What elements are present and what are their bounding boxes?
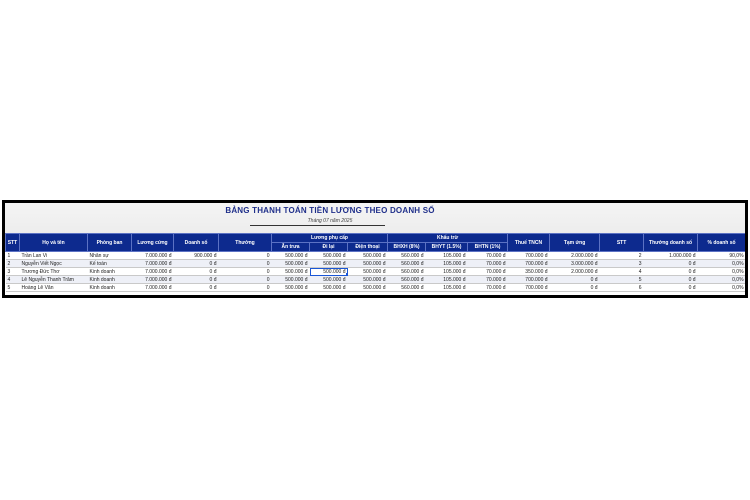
sheet-title: BẢNG THANH TOÁN TIỀN LƯƠNG THEO DOANH SỐ (225, 206, 435, 215)
cell-dept[interactable]: Kế toán (88, 260, 132, 268)
cell-sales-percent[interactable]: 0,0% (698, 276, 745, 284)
cell-travel-value: 500.000 đ (323, 268, 346, 275)
cell-sales-bonus[interactable]: 0 đ (644, 260, 698, 268)
cell-name[interactable]: Trương Đức Thơ (20, 268, 88, 276)
header-sales[interactable]: Doanh số (174, 234, 219, 252)
cell-advance[interactable]: 3.000.000 đ (550, 260, 600, 268)
header-tax[interactable]: Thuế TNCN (508, 234, 550, 252)
cell-stt[interactable]: 2 (6, 260, 20, 268)
cell-phone[interactable]: 500.000 đ (348, 276, 388, 284)
cell-bhyt[interactable]: 105.000 đ (426, 284, 468, 292)
table-row (6, 276, 746, 284)
cell-stt[interactable]: 4 (6, 276, 20, 284)
cell-bhtn[interactable]: 70.000 đ (468, 252, 508, 260)
cell-travel[interactable]: 500.000 đ (310, 284, 348, 292)
header-travel[interactable]: Đi lại (310, 243, 348, 252)
cell-tax[interactable]: 700.000 đ (508, 284, 550, 292)
cell-bonus[interactable]: 0 (219, 276, 272, 284)
cell-name[interactable]: Nguyễn Viết Ngọc (20, 260, 88, 268)
cell-lunch[interactable]: 500.000 đ (272, 268, 310, 276)
cell-advance[interactable]: 0 đ (550, 284, 600, 292)
header-sales-bonus[interactable]: Thưởng doanh số (644, 234, 698, 252)
header-base-salary[interactable]: Lương cứng (132, 234, 174, 252)
cell-bhyt[interactable]: 105.000 đ (426, 276, 468, 284)
header-bhtn[interactable]: BHTN (1%) (468, 243, 508, 252)
table-row (6, 260, 746, 268)
cell-sales-percent[interactable]: 0,0% (698, 284, 745, 292)
cell-dept[interactable]: Nhân sự (88, 252, 132, 260)
cell-sales-bonus[interactable]: 1.000.000 đ (644, 252, 698, 260)
cell-stt[interactable]: 1 (6, 252, 20, 260)
cell-sales[interactable]: 900.000 đ (174, 252, 219, 260)
cell-dept[interactable]: Kinh doanh (88, 276, 132, 284)
cell-phone[interactable]: 500.000 đ (348, 260, 388, 268)
cell-travel-selected[interactable] (310, 268, 348, 276)
cell-bhtn[interactable]: 70.000 đ (468, 284, 508, 292)
cell-sales-percent[interactable]: 0,0% (698, 268, 745, 276)
cell-stt[interactable]: 3 (6, 268, 20, 276)
cell-bhxh[interactable]: 560.000 đ (388, 284, 426, 292)
cell-lunch[interactable]: 500.000 đ (272, 252, 310, 260)
header-sales-percent[interactable]: % doanh số (698, 234, 745, 252)
cell-bhyt[interactable]: 105.000 đ (426, 260, 468, 268)
cell-sales-percent[interactable]: 90,0% (698, 252, 745, 260)
cell-bhyt[interactable]: 105.000 đ (426, 252, 468, 260)
cell-lunch[interactable]: 500.000 đ (272, 284, 310, 292)
cell-stt-2[interactable]: 6 (600, 284, 644, 292)
sheet-subtitle: Tháng 07 năm 2025 (307, 218, 353, 224)
cell-name[interactable]: Lê Nguyễn Thanh Trâm (20, 276, 88, 284)
cell-sales[interactable]: 0 đ (174, 284, 219, 292)
cell-tax[interactable]: 350.000 đ (508, 268, 550, 276)
cell-name[interactable]: Trần Lan Vi (20, 252, 88, 260)
cell-bhxh[interactable]: 560.000 đ (388, 260, 426, 268)
cell-base[interactable]: 7.000.000 đ (132, 252, 174, 260)
table-row (6, 284, 746, 292)
cell-stt[interactable]: 5 (6, 284, 20, 292)
header-lunch[interactable]: Ăn trưa (272, 243, 310, 252)
header-bonus[interactable]: Thưởng (219, 234, 272, 252)
header-deduction-group[interactable]: Khấu trừ (388, 234, 508, 243)
cell-name[interactable]: Hoàng Lê Văn (20, 284, 88, 292)
fill-handle[interactable] (346, 273, 348, 276)
cell-bhyt[interactable]: 105.000 đ (426, 268, 468, 276)
header-stt[interactable]: STT (6, 234, 20, 252)
cell-base[interactable]: 7.000.000 đ (132, 276, 174, 284)
cell-bhtn[interactable]: 70.000 đ (468, 276, 508, 284)
cell-advance[interactable]: 2.000.000 đ (550, 268, 600, 276)
cell-travel[interactable]: 500.000 đ (310, 260, 348, 268)
payroll-table (5, 233, 745, 292)
cell-dept[interactable]: Kinh doanh (88, 268, 132, 276)
cell-base[interactable]: 7.000.000 đ (132, 268, 174, 276)
cell-tax[interactable]: 700.000 đ (508, 276, 550, 284)
cell-bhxh[interactable]: 560.000 đ (388, 252, 426, 260)
cell-base[interactable]: 7.000.000 đ (132, 284, 174, 292)
cell-bhtn[interactable]: 70.000 đ (468, 268, 508, 276)
cell-sales[interactable]: 0 đ (174, 260, 219, 268)
header-bhyt[interactable]: BHYT (1.5%) (426, 243, 468, 252)
table-row (6, 252, 746, 260)
header-phone[interactable]: Điện thoại (348, 243, 388, 252)
cell-bonus[interactable]: 0 (219, 260, 272, 268)
cell-stt-2[interactable]: 2 (600, 252, 644, 260)
cell-sales-percent[interactable]: 0,0% (698, 260, 745, 268)
header-advance[interactable]: Tạm ứng (550, 234, 600, 252)
cell-travel[interactable]: 500.000 đ (310, 276, 348, 284)
cell-dept[interactable]: Kinh doanh (88, 284, 132, 292)
cell-sales-bonus[interactable]: 0 đ (644, 284, 698, 292)
header-stt-2[interactable]: STT (600, 234, 644, 252)
cell-stt-2[interactable]: 5 (600, 276, 644, 284)
cell-advance[interactable]: 2.000.000 đ (550, 252, 600, 260)
cell-stt-2[interactable]: 4 (600, 268, 644, 276)
cell-bonus[interactable]: 0 (219, 284, 272, 292)
header-dept[interactable]: Phòng ban (88, 234, 132, 252)
cell-bhxh[interactable]: 560.000 đ (388, 268, 426, 276)
cell-phone[interactable]: 500.000 đ (348, 284, 388, 292)
cell-sales-bonus[interactable]: 0 đ (644, 268, 698, 276)
cell-phone[interactable]: 500.000 đ (348, 268, 388, 276)
cell-lunch[interactable]: 500.000 đ (272, 276, 310, 284)
cell-advance[interactable]: 0 đ (550, 276, 600, 284)
cell-stt-2[interactable]: 3 (600, 260, 644, 268)
cell-bhtn[interactable]: 70.000 đ (468, 260, 508, 268)
cell-travel[interactable]: 500.000 đ (310, 252, 348, 260)
cell-bonus[interactable]: 0 (219, 268, 272, 276)
cell-base[interactable]: 7.000.000 đ (132, 260, 174, 268)
header-name[interactable]: Họ và tên (20, 234, 88, 252)
screenshot-frame (2, 200, 748, 298)
header-allowance-group[interactable]: Lương phụ cấp (272, 234, 388, 243)
cell-bhxh[interactable]: 560.000 đ (388, 276, 426, 284)
spreadsheet[interactable] (5, 203, 745, 295)
cell-tax[interactable]: 700.000 đ (508, 252, 550, 260)
header-bhxh[interactable]: BHXH (8%) (388, 243, 426, 252)
cell-sales[interactable]: 0 đ (174, 268, 219, 276)
cell-phone[interactable]: 500.000 đ (348, 252, 388, 260)
subtitle-underline (250, 225, 385, 226)
cell-sales-bonus[interactable]: 0 đ (644, 276, 698, 284)
cell-sales[interactable]: 0 đ (174, 276, 219, 284)
cell-bonus[interactable]: 0 (219, 252, 272, 260)
table-row (6, 268, 746, 276)
cell-tax[interactable]: 700.000 đ (508, 260, 550, 268)
cell-lunch[interactable]: 500.000 đ (272, 260, 310, 268)
